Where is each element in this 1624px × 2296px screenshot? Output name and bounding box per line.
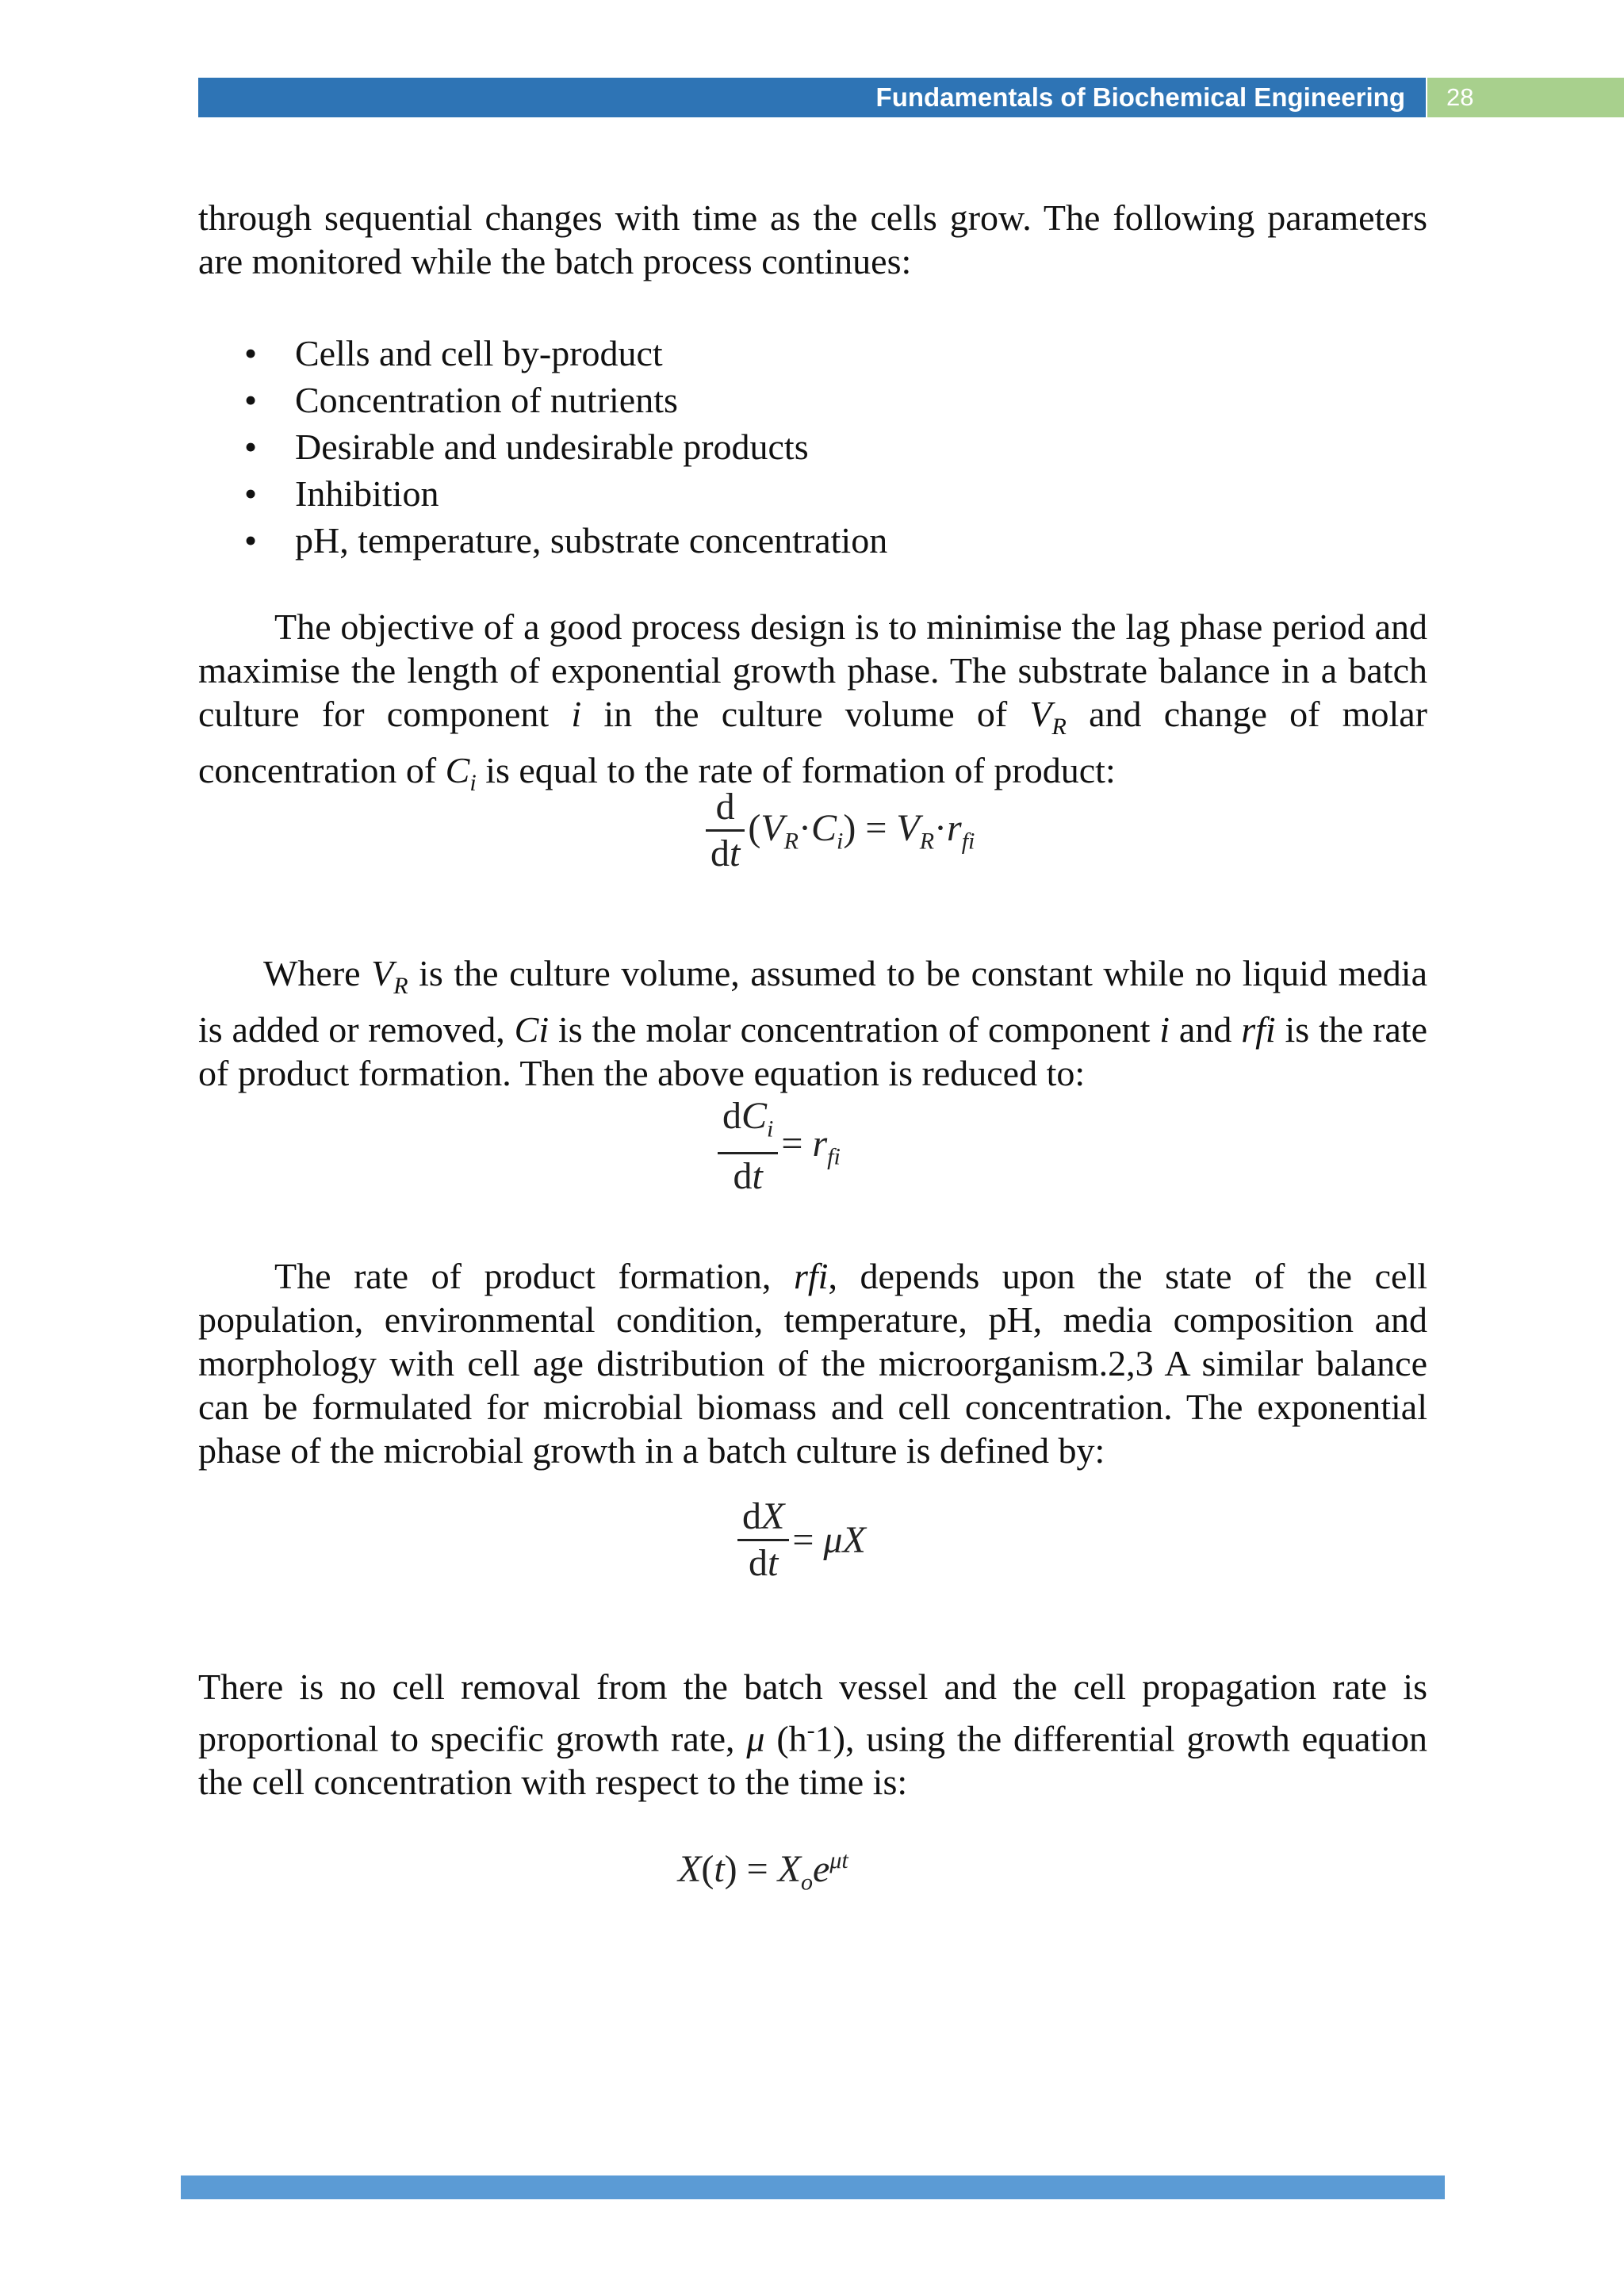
equation-batch-balance: $\frac{d}{dt}$ $(V_R\cdot C_i) = V_R\cdot r_{fi}$ (706, 785, 975, 876)
list-item: • pH, temperature, substrate concentration (198, 517, 1427, 564)
paragraph-4 (198, 1254, 1427, 1472)
list-item: • Inhibition (198, 470, 1427, 517)
paragraph-1-text: through sequential changes with time as the cells grow. The following parameters are monitored while the batch process continues: (198, 197, 1427, 281)
list-item: • Desirable and undesirable products (198, 423, 1427, 470)
paragraph-3 (198, 951, 1427, 1095)
page-number: 28 (1427, 78, 1624, 117)
paragraph-3-text: Where $V_R$ is the culture volume, assumed to be constant while no liquid media is added or removed, Ci is the molar concentration of component i and rfi is the rate of product formation. Then the above equation is reduced to: (198, 953, 1428, 1094)
paragraph-5-text: There is no cell removal from the batch vessel and the cell propagation rate is proportional to specific growth rate, μ (h-1), using the differential growth equation the cell concentration with respect to the time is: (198, 1667, 1427, 1803)
list-item: • Concentration of nutrients (198, 377, 1427, 423)
paragraph-2 (198, 605, 1427, 805)
footer-bar (181, 2175, 1445, 2199)
paragraph-2-text: The objective of a good process design is to minimise the lag phase period and maximise the length of exponential growth phase. The substrate balance in a batch culture for component i in the culture volume of $V_R$ and change of molar concentration of $C_i$ is equal to the rate of formation of product: (198, 607, 1427, 797)
running-header (198, 78, 1426, 117)
paragraph-1 (198, 196, 1427, 283)
equation-cell-concentration: $X(t) = X_oe^{\mu t}$ (678, 1847, 848, 1896)
paragraph-4-text: The rate of product formation, rfi, depends upon the state of the cell population, environmental condition, temperature, pH, media composition and morphology with cell age distribution of the microorganism.2,3 A similar balance can be formulated for microbial biomass and cell concentration. The exponential phase of the microbial growth in a batch culture is defined by: (198, 1256, 1428, 1471)
list-item: • Cells and cell by-product (198, 330, 1427, 377)
equation-reduced: $\frac{dC_i}{dt}$ = $r_{fi}$ (718, 1094, 841, 1199)
book-title: Fundamentals of Biochemical Engineering (875, 82, 1405, 112)
equation-exponential-growth: $\frac{dX}{dt}$ = μX (737, 1494, 866, 1586)
parameter-list (198, 330, 1427, 564)
paragraph-5 (198, 1665, 1427, 1804)
